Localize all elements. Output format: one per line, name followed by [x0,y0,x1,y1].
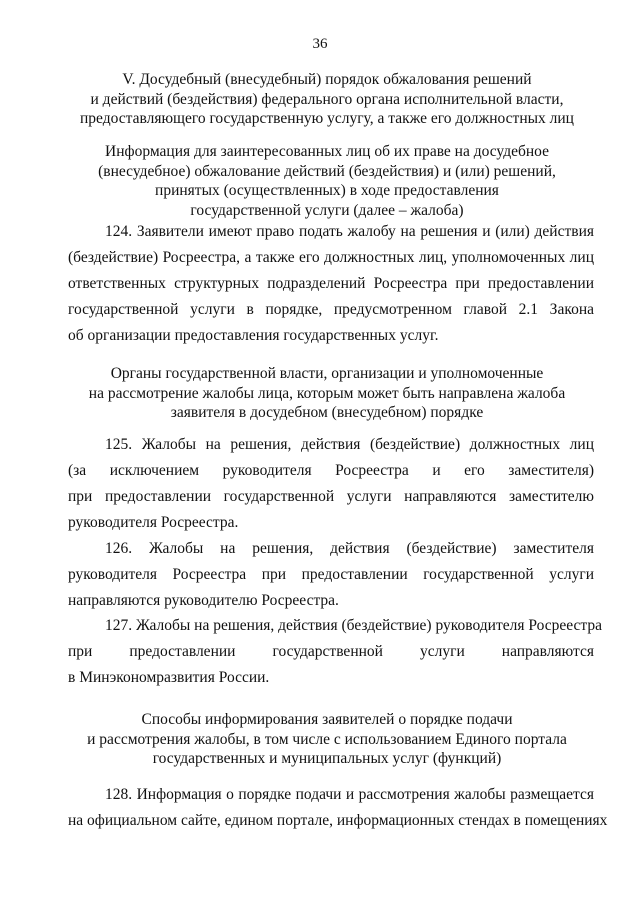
subheading-informing-methods [60,710,594,769]
paragraph-line: 124. Заявители имеют право подать жалобу на решения и (или) действия [105,223,594,240]
subheading-line: (внесудебное) обжалование действий (бездействия) и (или) решений, [98,162,556,180]
paragraph-line: (бездействие) Росреестра, а также его должностных лиц, уполномоченных лиц [68,249,594,266]
section-title-line: V. Досудебный (внесудебный) порядок обжалования решений [122,71,532,88]
paragraph-line: об организации предоставления государственных услуг. [68,327,439,344]
paragraph-line: 126. Жалобы на решения, действия (бездействие) заместителя [105,540,594,557]
section-title-line: и действий (бездействия) федерального органа исполнительной власти, [90,90,564,108]
subheading-line: заявителя в досудебном (внесудебном) порядке [170,404,484,421]
paragraph-line: руководителя Росреестра. [68,514,239,531]
subheading-authorities [60,364,594,423]
paragraph-line: руководителя Росреестра при предоставлении государственной услуги [68,566,594,583]
subheading-line: Способы информирования заявителей о порядке подачи [141,711,513,728]
section-title-line: предоставляющего государственную услугу, а также его должностных лиц [80,110,574,127]
subheading-line: государственной услуги (далее – жалоба) [190,201,464,219]
subheading-line: Информация для заинтересованных лиц об их праве на досудебное [105,143,549,160]
paragraph-line: (за исключением руководителя Росреестра и его заместителя) [68,462,594,479]
paragraph-line: государственной услуги в порядке, предусмотренном главой 2.1 Закона [68,301,594,318]
paragraph-line: направляются руководителю Росреестра. [68,592,339,609]
paragraph-line: в Минэкономразвития России. [68,669,270,686]
subheading-line: принятых (осуществленных) в ходе предоставления [155,182,499,199]
subheading-line: на рассмотрение жалобы лица, которым может быть направлена жалоба [88,384,566,402]
paragraph-line: при предоставлении государственной услуги направляются заместителю [68,488,594,505]
subheading-line: Органы государственной власти, организации и уполномоченные [110,365,544,382]
paragraph-124 [68,219,594,349]
paragraph-128 [68,782,608,834]
page-number: 36 [312,36,328,52]
paragraph-line: 128. Информация о порядке подачи и рассмотрения жалобы размещается [105,786,594,803]
section-title [60,70,594,129]
paragraph-line: ответственных структурных подразделений Росреестра при предоставлении [68,275,594,292]
paragraph-line: на официальном сайте, едином портале, информационных стендах в помещениях [68,812,608,829]
subheading-line: и рассмотрения жалобы, в том числе с использованием Единого портала [87,730,567,748]
paragraph-125 [68,432,594,536]
subheading-complaint-rights [60,142,594,220]
paragraph-127 [68,613,602,691]
subheading-line: государственных и муниципальных услуг (функций) [152,750,502,767]
paragraph-126 [68,536,594,614]
paragraph-line: 127. Жалобы на решения, действия (бездействие) руководителя Росреестра [105,617,602,634]
paragraph-line: 125. Жалобы на решения, действия (бездействие) должностных лиц [105,436,594,453]
paragraph-line: при предоставлении государственной услуги направляются [68,643,594,660]
